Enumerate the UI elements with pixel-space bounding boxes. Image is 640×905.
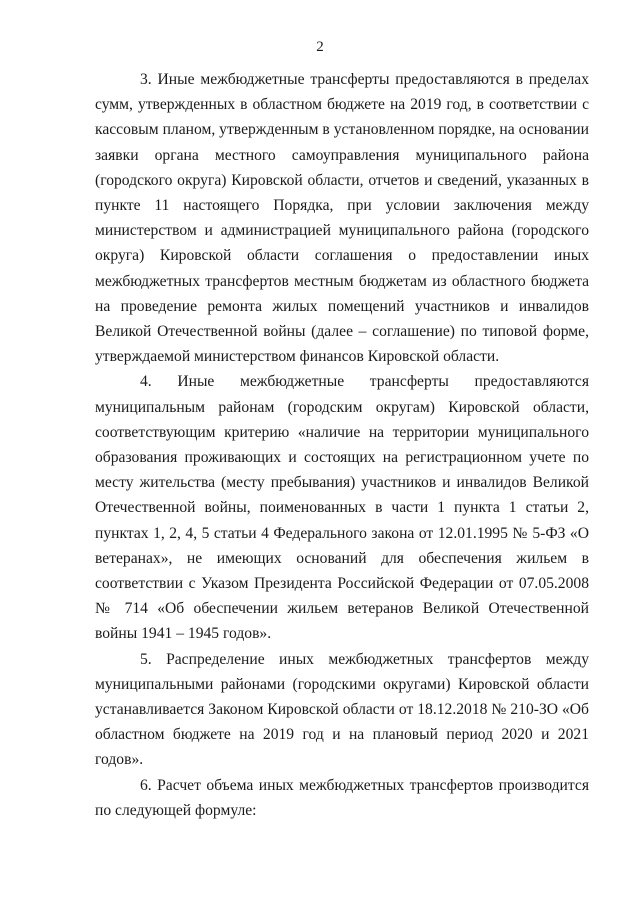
document-body bbox=[95, 67, 589, 823]
paragraph-6: 6. Расчет объема иных межбюджетных трансфертов производится по следующей формуле: bbox=[95, 776, 589, 819]
paragraph-4: 4. Иные межбюджетные трансферты предоставляются муниципальным районам (городским округам) Кировской области, соответствующим критерию «наличие на территории муниципального образования проживающих и состоящих на регистрационном учете по месту жительства (месту пребывания) участников и инвалидов Великой Отечественной войны, поименованных в части 1 пункта 1 статьи 2, пунктах 1, 2, 4, 5 статьи 4 Федерального закона от 12.01.1995 № 5-ФЗ «О ветеранах», не имеющих оснований для обеспечения жильем в соответствии с Указом Президента Российской Федерации от 07.05.2008 № 714 «Об обеспечении жильем ветеранов Великой Отечественной войны 1941 – 1945 годов». bbox=[95, 373, 589, 643]
paragraph-3: 3. Иные межбюджетные трансферты предоставляются в пределах сумм, утвержденных в областном бюджете на 2019 год, в соответствии с кассовым планом, утвержденным в установленном порядке, на основании заявки органа местного самоуправления муниципального района (городского округа) Кировской области, отчетов и сведений, указанных в пункте 11 настоящего Порядка, при условии заключения между министерством и администрацией муниципального района (городского округа) Кировской области соглашения о предоставлении иных межбюджетных трансфертов местным бюджетам из областного бюджета на проведение ремонта жилых помещений участников и инвалидов Великой Отечественной войны (далее – соглашение) по типовой форме, утверждаемой министерством финансов Кировской области. bbox=[95, 71, 589, 366]
paragraph-5: 5. Распределение иных межбюджетных трансфертов между муниципальными районами (городскими округами) Кировской области устанавливается Законом Кировской области от 18.12.2018 № 210-ЗО «Об областном бюджете на 2019 год и на плановый период 2020 и 2021 годов». bbox=[95, 650, 589, 769]
page-number: 2 bbox=[316, 39, 324, 55]
